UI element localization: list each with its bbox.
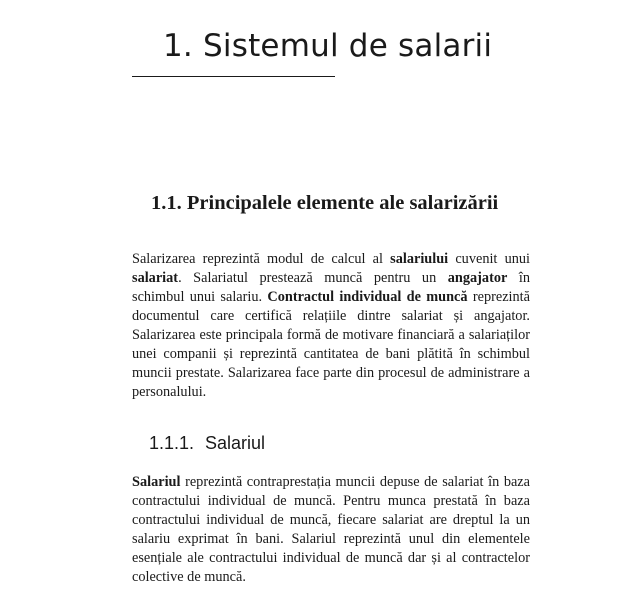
bold-term-angajator: angajator [447, 270, 508, 286]
paragraph-text: cuvenit unui [448, 251, 530, 267]
subsection-number: 1.1.1. [149, 433, 195, 453]
chapter-title: 1. Sistemul de salarii [163, 28, 493, 64]
paragraph-text: . Salariatul prestează muncă pentru un [178, 270, 448, 286]
paragraph-text: reprezintă documentul care certifică relațiile dintre salariat și angajator. Salarizarea este principala formă de motivare financiară a salariaților unei companii și reprezintă cantitatea de bani plătită în schimbul muncii prestate. Salarizarea face parte din procesul de administrare a personalului. [132, 289, 530, 400]
subsection-heading [149, 431, 265, 455]
section-heading: 1.1. Principalele elemente ale salarizării [151, 192, 499, 214]
paragraph-text: Salarizarea reprezintă modul de calcul al [132, 251, 391, 267]
chapter-title-underline [132, 76, 335, 77]
paragraph-text: în schimbul unui salariu. [132, 270, 530, 305]
subsection-title: Salariul [205, 433, 266, 453]
bold-term-salariului: salariului [390, 251, 449, 267]
bold-term-salariul: Salariul [132, 474, 181, 490]
bold-term-contract: Contractul individual de muncă [267, 289, 468, 305]
paragraph-salarizare [132, 250, 530, 402]
paragraph-salariul [132, 473, 530, 587]
bold-term-salariat: salariat [132, 270, 179, 286]
paragraph-text: reprezintă contraprestația muncii depuse de salariat în baza contractului individual de muncă. Pentru munca prestată în baza contractului individual de muncă, fiecare salariat are dreptul la un salariu exprimat în bani. Salariul reprezintă unul din elementele esențiale ale contractului individual de muncă dar și al contractelor colective de muncă. [132, 474, 530, 585]
